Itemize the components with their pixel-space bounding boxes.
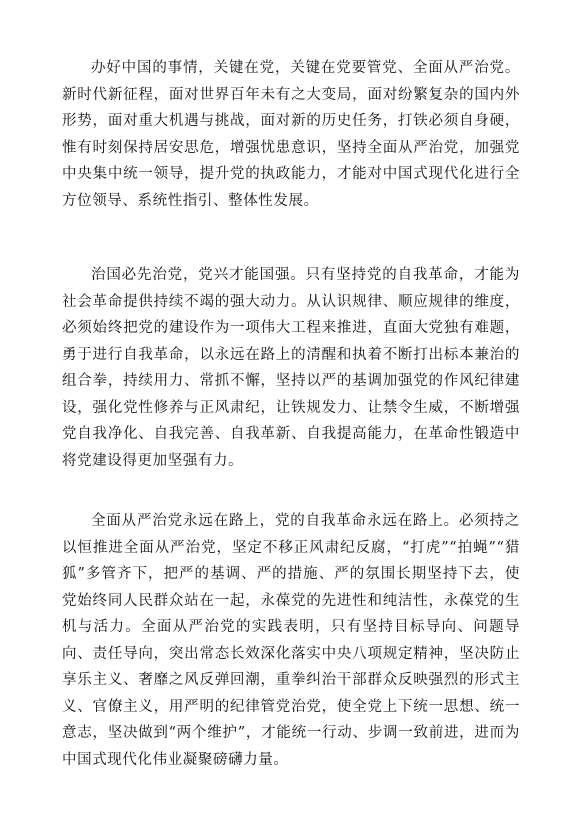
paragraph-1: 办好中国的事情，关键在党，关键在党要管党、全面从严治党。新时代新征程，面对世界百年未有之大变局，面对纷繁复杂的国内外形势，面对重大机遇与挑战，面对新的历史任务，打铁必须自身硬，惟有时刻保持居安思危，增强忧患意识，坚持全面从严治党，加强党中央集中统一领导，提升党的执政能力，才能对中国式现代化进行全方位领导、系统性指引、整体性发展。 [62,60,520,209]
paragraph-3: 全面从严治党永远在路上，党的自我革命永远在路上。必须持之以恒推进全面从严治党，坚定不移正风肃纪反腐，“打虎”“拍蝇”“猎狐”多管齐下，把严的基调、严的措施、严的氛围长期坚持下去，使党始终同人民群众站在一起，永葆党的先进性和纯洁性，永葆党的生机与活力。全面从严治党的实践表明，只有坚持目标导向、问题导向、责任导向，突出常态长效深化落实中央八项规定精神，坚决防止享乐主义、奢靡之风反弹回潮，重拳纠治干部群众反映强烈的形式主义、官僚主义，用严明的纪律管党治党，使全党上下统一思想、统一意志，坚决做到“两个维护”，才能统一行动、步调一致前进，进而为中国式现代化伟业凝聚磅礴力量。 [62,513,520,768]
paragraph-2: 治国必先治党，党兴才能国强。只有坚持党的自我革命，才能为社会革命提供持续不竭的强大动力。从认识规律、顺应规律的维度，必须始终把党的建设作为一项伟大工程来推进，直面大党独有难题，勇于进行自我革命，以永远在路上的清醒和执着不断打出标本兼治的组合拳，持续用力、常抓不懈，坚持以严的基调加强党的作风纪律建设，强化党性修养与正风肃纪，让铁规发力、让禁令生威，不断增强党自我净化、自我完善、自我革新、自我提高能力，在革命性锻造中将党建设得更加坚强有力。 [62,267,520,469]
